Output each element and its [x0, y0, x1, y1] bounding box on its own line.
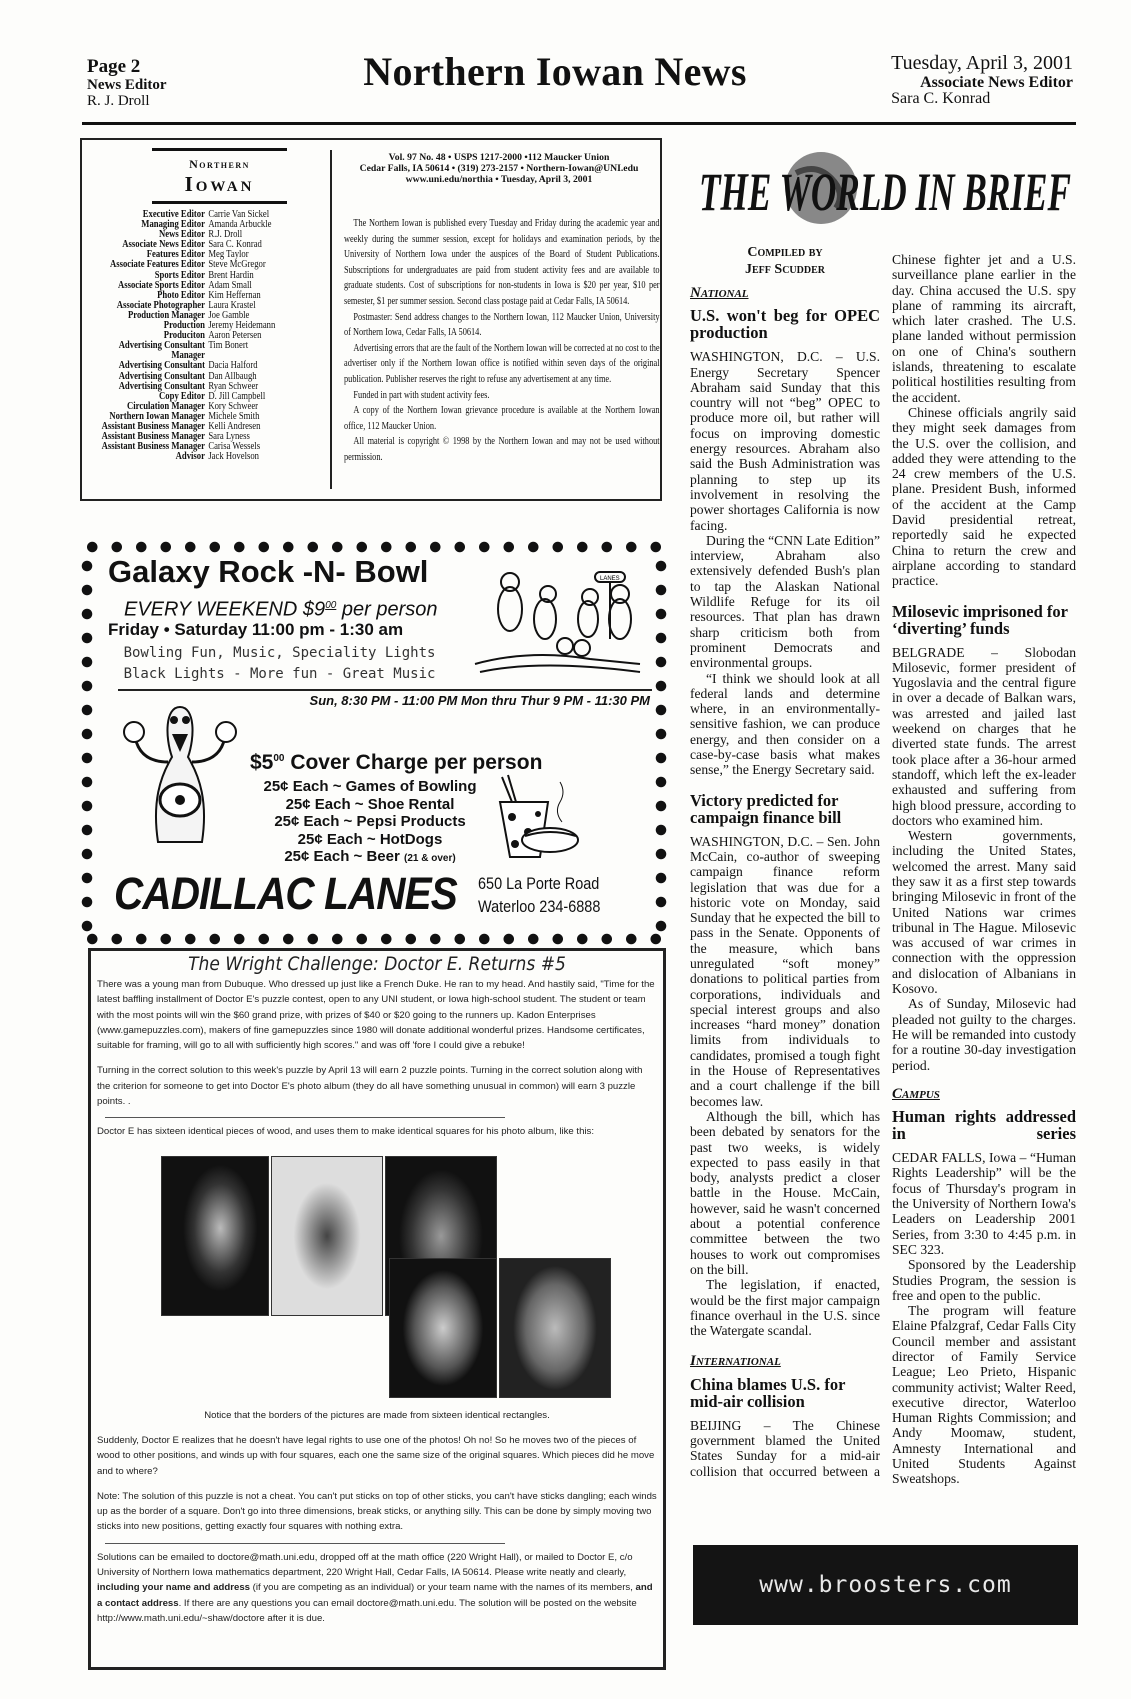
- price-item: 25¢ Each ~ Games of Bowling: [263, 778, 477, 795]
- ad-title: Galaxy Rock -N- Bowl: [108, 554, 429, 589]
- dotted-border: [80, 540, 668, 554]
- staff-role: Assistant Business Manager: [101, 420, 205, 432]
- staff-role: Assistant Business Manager: [101, 441, 205, 453]
- ad-weekday-hours: Sun, 8:30 PM - 11:00 PM Mon thru Thur 9 PM - 11:30 PM: [309, 693, 650, 708]
- publication-info: Vol. 97 No. 48 • USPS 1217-2000 •112 Maucker Union Cedar Falls, IA 50614 • (319) 273-2157 • Northern-Iowan@UNI.edu www.uni.edu/northia • Tuesday, April 3, 2001: [359, 152, 639, 185]
- puzzle-setup: Doctor E has sixteen identical pieces of wood, and uses them to make identical squares for his photo album, like this:: [97, 1126, 595, 1138]
- header-rule: [82, 122, 1076, 125]
- staff-name: Meg Taylor: [208, 249, 249, 261]
- popcorn-hotdog-icon: [490, 772, 580, 862]
- price-item: 25¢ Each ~ Shoe Rental: [285, 795, 455, 813]
- dotted-border: [654, 554, 668, 932]
- news-editor-name: R. J. Droll: [87, 93, 150, 109]
- staff-role: Associate News Editor: [122, 239, 205, 251]
- brief-column-2: Chinese fighter jet and a U.S. surveillance plane earlier in the day. China accused the U.S. spy plane of ramming its aircraft, which later crashed. The U.S. plane landed without permission on one of China's southern islands, threatening to escalate political hostilities resulting from the accident. Chinese officials angrily said they might seek damages from the U.S. over the collision, and added they were attending to the 24 crew members of the U.S. plane. President Bush, informed of the accident at the Camp David presidential retreat, reportedly said he expected China to return the crew and airplane according to standard practice. Milosevic imprisoned for ‘diverting’ funds BELGRADE – Slobodan Milosevic, former president of Yugoslavia and the central figure in over a decade of Balkan wars, was arrested and jailed last weekend on charges that he diverted state funds. The arrest took place after a 36-hour armed standoff, which left the ex-leader exhausted and suffering from high blood pressure, according to doctors who examined him. Western governments, including the United States, welcomed the arrest. Many said they saw it as a first step towards bringing Milosevic in front of the United Nations war crimes tribunal in The Hague. Milosevic was accused of war crimes in connection with the oppression and dislocation of Albanians in Kosovo. As of Sunday, Milosevic had pleaded not guilty to the charges. He will be remanded into custody for a routine 30-day investigation period. Campus Human rights addressed in series CEDAR FALLS, Iowa – “Human Rights Leadership” will be the focus of Thursday's program in the University of Northern Iowa's Leaders on Leadership 2001 Series, from 3:30 to 4:45 p.m. in SEC 323. Sponsored by the Leadership Studies Program, the session is free and open to the public. The program will feature Elaine Pfalzgraf, Cedar Falls City Council member and assistant director of Family Service League; Leo Prieto, Hispanic community activist; Walter Reed, executive director, Waterloo Human Rights Commission; and Andy Moomaw, student, Amnesty International and United Students Against Sweatshops.: [892, 252, 1076, 1487]
- headline-campaign-finance: Victory predicted for campaign finance bill: [690, 790, 842, 827]
- ad-cover-charge: $\$5^{00}$ Cover Charge per person: [250, 751, 543, 774]
- staff-name: Adam Small: [208, 279, 252, 291]
- masthead-divider: [330, 150, 332, 489]
- staff-list: [84, 210, 307, 462]
- puzzle-title: The Wright Challenge: Doctor E. Returns #5: [188, 953, 566, 975]
- staff-name: Joe Gamble: [208, 309, 250, 321]
- section-international: International: [690, 1353, 781, 1370]
- staff-role: Features Editor: [146, 249, 205, 261]
- staff-name: Steve McGregor: [208, 259, 266, 271]
- staff-row: [84, 452, 307, 462]
- staff-role: Associate Sports Editor: [117, 279, 205, 291]
- newspaper-title: Northern Iowan News: [363, 49, 747, 94]
- staff-name: Amanda Arbuckle: [208, 219, 272, 231]
- china-continued: Chinese fighter jet and a U.S. surveillance plane earlier in the day. China accused the U.S. spy plane of ramming its aircraft, which later crashed. The U.S. plane landed without permission on one of China's southern islands, threatening to escalate political hostilities resulting from the accident.: [892, 252, 1076, 405]
- price-item: 25¢ Each ~ HotDogs: [297, 830, 443, 848]
- staff-name: R.J. Droll: [208, 229, 243, 241]
- staff-name: Laura Krastel: [208, 299, 256, 311]
- staff-name: Jack Hovelson: [208, 451, 260, 463]
- photo-album: [97, 1140, 657, 1402]
- section-campus: Campus: [892, 1085, 940, 1102]
- staff-role: Copy Editor: [159, 390, 205, 402]
- staff-name: Dacia Halford: [208, 360, 258, 372]
- staff-name: Michele Smith: [208, 410, 260, 422]
- staff-role: Advertising Consultant: [118, 370, 205, 382]
- staff-role: Associate Photographer: [116, 299, 205, 311]
- staff-row: [84, 341, 307, 361]
- staff-role: Advisor: [175, 451, 205, 463]
- staff-name: Carisa Wessels: [208, 441, 261, 453]
- staff-role: Production Manager: [127, 309, 205, 321]
- ad-divider: [118, 689, 652, 691]
- issue-date: Tuesday, April 3, 2001: [891, 52, 1073, 74]
- staff-name: Kim Heffernan: [208, 289, 261, 301]
- staff-role: Managing Editor: [141, 219, 205, 231]
- brief-column-1: Compiled by Jeff Scudder National U.S. won't beg for OPEC production WASHINGTON, D.C. – U.S. Energy Secretary Spencer Abraham said Sunday that this country will not “beg” OPEC to produce more oil, but rather will focus on improving domestic energy resources. Abraham also said the Bush Administration was planning to step up its involvement in resolving the power shortages California is now facing. During the “CNN Late Edition” interview, Abraham also extensively defended Bush's plan to tap the Alaskan National Wildlife Refuge for its oil resources. That plan has drawn sharp criticism both from prominent Democrats and environmental groups. “I think we should look at all federal lands and determine where, in an environmentally-sensitive fashion, we can produce energy, and then consider on a case-by-case basis what makes sense,” the Energy Secretary said. Victory predicted for campaign finance bill WASHINGTON, D.C. – Sen. John McCain, co-author of sweeping campaign finance reform legislation that was due for a historic vote on Monday, said Sunday that he expected the bill to pass in the Senate. Opponents of the measure, which bans unregulated “soft money” donations to political parties from corporations, individuals and special interest groups and also increases “hard money” donation limits from individuals to candidates, promised a tough fight in the House of Representatives and a court challenge if the bill becomes law. Although the bill, which has been debated by senators for the past two weeks, is widely expected to pass easily in that body, analysts predict a closer battle in the House. McCain, however, said he wasn't concerned about a potential conference committee between the two houses to work out compromises on the bill. The legislation, if enacted, would be the first major campaign finance overhaul in the U.S. since the Watergate scandal. International China blames U.S. for mid-air collision BEIJING – The Chinese government blamed the United States Sunday for a mid-air collision that occurred between a: [690, 245, 880, 1479]
- cadillac-lanes-ad: [80, 540, 668, 946]
- staff-role: Advertising Consultant: [118, 380, 205, 392]
- notice-paragraph: Postmaster: Send address changes to the Northern Iowan, 112 Maucker Union, University of Northern Iowa, Cedar Falls, IA 50614.: [344, 311, 660, 339]
- ad-features: Bowling Fun, Music, Speciality Lights: [123, 645, 436, 661]
- svg-text:LANES: LANES: [600, 576, 620, 582]
- ad-price-list: [255, 778, 485, 868]
- staff-name: D. Jill Campbell: [208, 390, 266, 402]
- photo-baseball-player: [271, 1156, 383, 1316]
- northern-iowan-logo: Northern Iowan: [152, 148, 287, 204]
- staff-role: Assistant Business Manager: [101, 431, 205, 443]
- divider: [105, 1543, 505, 1544]
- price-item: 25¢ Each ~ Pepsi Products: [274, 813, 466, 830]
- staff-role: Advertising Consultant Manager: [118, 340, 205, 362]
- staff-name: Sara C. Konrad: [208, 239, 262, 251]
- ad-weekend-price: EVERY WEEKEND $\$9^{00}$ per person: [124, 598, 438, 621]
- ad-features: Black Lights - More fun - Great Music: [123, 666, 436, 682]
- staff-name: Sara Lyness: [208, 431, 250, 443]
- news-editor-label: News Editor: [87, 77, 167, 93]
- header-left: [87, 56, 167, 109]
- svg-text:THE WORLD IN BRIEF: THE WORLD IN BRIEF: [699, 162, 1071, 222]
- staff-name: Kelli Andresen: [208, 420, 261, 432]
- staff-row: [84, 361, 307, 371]
- headline-human-rights: Human rights addressed in series: [892, 1107, 1076, 1144]
- ad-address: 650 La Porte Road Waterloo 234-6888: [478, 874, 601, 916]
- associate-news-editor-label: Associate News Editor: [920, 74, 1073, 91]
- bowlers-cartoon-icon: [470, 564, 645, 679]
- divider: [105, 1117, 505, 1118]
- publication-notice: [344, 216, 660, 466]
- staff-name: Jeremy Heidemann: [208, 320, 276, 332]
- notice-paragraph: All material is copyright © 1998 by the Northern Iowan and may not be used without permission.: [344, 436, 660, 463]
- staff-role: Photo Editor: [157, 289, 205, 301]
- staff-role: Circulation Manager: [127, 400, 205, 412]
- notice-paragraph: The Northern Iowan is published every Tuesday and Friday during the academic year and weekly during the summer session, except for holidays and examination periods, by the University of Northern Iowa under the auspices of the Board of Student Publications. Subscriptions for undergraduates are paid from student activity fees and are available to graduate students. Cost of subscriptions for non-students in Iowa is $20 per year, $10 per semester, $1 per summer session. Second class postage paid at Cedar Falls, IA 50614.: [344, 218, 660, 307]
- puzzle-note: Note: The solution of this puzzle is not a cheat. You can't put sticks on top of other sticks, you can't have sticks dangling; each winds up as the border of a square. Don't go into three dimensions, break sticks, or anything silly. This can be done by simply moving two sticks into new positions, getting exactly four squares with nothing extra.: [97, 1490, 657, 1533]
- header-right: [891, 52, 1073, 107]
- puzzle-points: Turning in the correct solution to this week's puzzle by April 13 will earn 2 puzzle points. Turning in the correct solution along with the criterion for someone to get into Doctor E's photo album (they do all have something unusual in common) will earn 3 puzzle points. .: [97, 1065, 643, 1108]
- staff-name: Ryan Schweer: [208, 380, 259, 392]
- staff-role: Produciton: [163, 330, 205, 342]
- notice-paragraph: Advertising errors that are the fault of the Northern Iowan will be corrected at no cost to the advertiser only if the Northern Iowan office is notified within seven days of the original publication. Publisher reserves the right to refuse any advertisement at any time.: [344, 342, 660, 385]
- staff-name: Carrie Van Sickel: [208, 209, 270, 220]
- staff-name: Tim Bonert: [208, 340, 249, 352]
- staff-name: Kory Schweer: [208, 400, 259, 412]
- dotted-border: [80, 932, 668, 946]
- puzzle-question: Suddenly, Doctor E realizes that he doesn't have legal rights to use one of the photos! Oh no! So he moves two of the pieces of wood to other positions, and winds up with four squares, each one the same size of the original squares. Which pieces did he move and to where?: [97, 1434, 655, 1477]
- staff-role: Sports Editor: [154, 269, 205, 281]
- staff-role: Production: [163, 320, 205, 332]
- masthead-box: [80, 138, 662, 501]
- staff-role: Executive Editor: [142, 209, 205, 220]
- page-number: Page 2: [87, 56, 141, 77]
- world-in-brief-logo: [696, 148, 1074, 226]
- puzzle-box: [88, 948, 666, 1670]
- broosters-ad[interactable]: www.broosters.com: [693, 1545, 1078, 1625]
- dotted-border: [80, 554, 94, 932]
- puzzle-submission: Solutions can be emailed to doctore@math.uni.edu, dropped off at the math office (220 Wright Hall), or mailed to Doctor E, c/o University of Northern Iowa mathematics department, 220 Wright Hall, Cedar Falls, IA 50614. Please write neatly and clearly, including your name and address (if you are competing as an individual) or your team name with the names of its members, and a contact address. If there are any questions you can email doctore@math.uni.edu. The solution will be posted on the website http://www.math.uni.edu/~shaw/doctore after it is due.: [97, 1551, 653, 1624]
- section-national: National: [690, 285, 749, 301]
- ad-hours: Friday • Saturday 11:00 pm - 1:30 am: [108, 620, 404, 639]
- notice-paragraph: Funded in part with student activity fees.: [353, 389, 490, 401]
- puzzle-intro: There was a young man from Dubuque. Who dressed up just like a French Duke. He ran to my head. And hastily said, "Time for the latest baffling installment of Doctor E's puzzle contest, open to any UNI student, or Iowa high-school student. The student or team with the most points will win the $60 grand prize, with prizes of $40 or $20 going to the runners up. Kadon Enterprises (www.gamepuzzles.com), makers of fine gamepuzzles since 1980 will donate additional wonderful prizes. Handsome certificates, suitable for framing, will go to all with sufficiently high scores." and was off 'fore I could give a rebuke!: [97, 979, 655, 1052]
- bowling-pin-mascot-icon: [120, 702, 240, 852]
- staff-role: Associate Features Editor: [109, 259, 205, 271]
- headline-milosevic: Milosevic imprisoned for ‘diverting’ funds: [892, 601, 1068, 638]
- headline-china: China blames U.S. for mid-air collision: [690, 1374, 846, 1411]
- photo-woman-1: [161, 1156, 269, 1316]
- headline-opec: U.S. won't beg for OPEC production: [690, 306, 880, 343]
- staff-name: Aaron Petersen: [208, 330, 262, 342]
- price-item: 25¢ Each ~ Beer (21 & over): [284, 848, 456, 865]
- photo-man-2: [389, 1258, 497, 1398]
- ad-brand: CADILLAC LANES: [114, 868, 457, 919]
- staff-name: Brent Hardin: [208, 269, 254, 281]
- notice-paragraph: A copy of the Northern Iowan grievance procedure is available at the Northern Iowan office, 112 Maucker Union.: [344, 405, 660, 432]
- staff-role: News Editor: [159, 229, 205, 241]
- staff-role: Advertising Consultant: [118, 360, 205, 372]
- photo-caption: Notice that the borders of the pictures are made from sixteen identical rectangles.: [204, 1409, 550, 1421]
- photo-woman-2: [499, 1258, 611, 1398]
- associate-news-editor-name: Sara C. Konrad: [891, 90, 991, 107]
- staff-name: Dan Allbaugh: [208, 370, 257, 382]
- staff-role: Northern Iowan Manager: [109, 410, 205, 422]
- byline: Compiled by Jeff Scudder: [745, 245, 825, 277]
